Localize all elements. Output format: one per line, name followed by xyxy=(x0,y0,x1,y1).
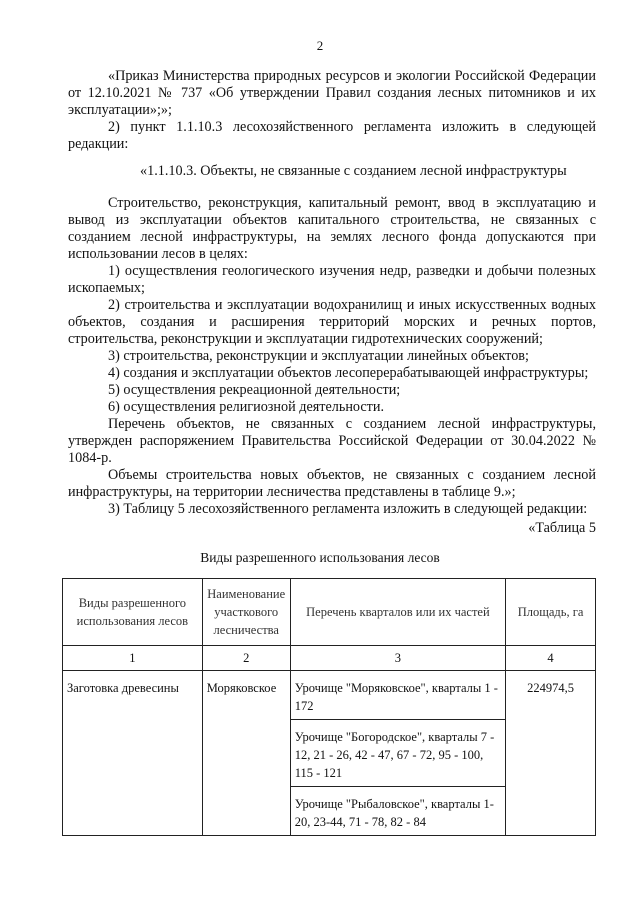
section-heading: «1.1.10.3. Объекты, не связанные с созданием лесной инфраструктуры xyxy=(140,163,567,179)
column-number: 3 xyxy=(290,646,505,671)
table-title: Виды разрешенного использования лесов xyxy=(200,550,440,565)
table-label: «Таблица 5 xyxy=(528,520,596,536)
header-quarters: Перечень кварталов или их частей xyxy=(290,579,505,646)
cell-quarters: Урочище "Богородское", кварталы 7 - 12, 21 - 26, 42 - 47, 67 - 72, 95 - 100, 115 - 121 xyxy=(290,720,505,787)
paragraph-volumes: Объемы строительства новых объектов, не связанных с созданием лесной инфраструктуры, на территории лесничества представлены в таблице 9.»; xyxy=(68,467,596,500)
list-item-1: 1) осуществления геологического изучения недр, разведки и добычи полезных ископаемых; xyxy=(68,263,596,296)
column-number: 2 xyxy=(202,646,290,671)
column-number: 1 xyxy=(63,646,203,671)
header-area: Площадь, га xyxy=(506,579,596,646)
list-item-5: 5) осуществления рекреационной деятельности; xyxy=(108,382,401,398)
cell-area: 224974,5 xyxy=(506,671,596,836)
list-item-2: 2) строительства и эксплуатации водохранилищ и иных искусственных водных объектов, создания и расширения территорий морских и речных портов, строительства, реконструкции и эксплуатации гидротехнических сооружений; xyxy=(68,297,596,347)
table-header-row xyxy=(63,579,596,646)
paragraph-item-3: 3) Таблицу 5 лесохозяйственного регламента изложить в следующей редакции: xyxy=(108,501,588,517)
cell-quarters: Урочище "Моряковское", кварталы 1 - 172 xyxy=(290,671,505,720)
header-use-type: Виды разрешенного использования лесов xyxy=(63,579,203,646)
cell-district: Моряковское xyxy=(202,671,290,836)
intro-block xyxy=(68,68,596,153)
column-number: 4 xyxy=(506,646,596,671)
header-district: Наименование участкового лесничества xyxy=(202,579,290,646)
paragraph-construction: Строительство, реконструкция, капитальный ремонт, ввод в эксплуатацию и вывод из эксплуатации объектов капитального строительства, не связанных с созданием лесной инфраструктуры, на землях лесного фонда допускаются при использовании лесов в целях: xyxy=(68,195,596,262)
paragraph-item-2: 2) пункт 1.1.10.3 лесохозяйственного регламента изложить в следующей редакции: xyxy=(68,119,596,152)
page-number: 2 xyxy=(316,38,324,53)
table-number-row xyxy=(63,646,596,671)
body-block xyxy=(68,195,596,518)
list-item-4: 4) создания и эксплуатации объектов лесоперерабатывающей инфраструктуры; xyxy=(108,365,589,381)
list-item-3: 3) строительства, реконструкции и эксплуатации линейных объектов; xyxy=(108,348,529,364)
cell-quarters: Урочище "Рыбаловское", кварталы 1-20, 23-44, 71 - 78, 82 - 84 xyxy=(290,787,505,836)
list-item-6: 6) осуществления религиозной деятельности. xyxy=(108,399,384,415)
cell-use-type: Заготовка древесины xyxy=(63,671,203,836)
paragraph-objects-list: Перечень объектов, не связанных с созданием лесной инфраструктуры, утвержден распоряжением Правительства Российской Федерации от 30.04.2022 № 1084-р. xyxy=(68,416,596,466)
table-row xyxy=(63,671,596,720)
paragraph-order-reference: «Приказ Министерства природных ресурсов и экологии Российской Федерации от 12.10.2021 № 737 «Об утверждении Правил создания лесных питомников и их эксплуатации»;»; xyxy=(68,68,596,118)
forest-use-table xyxy=(62,578,596,836)
